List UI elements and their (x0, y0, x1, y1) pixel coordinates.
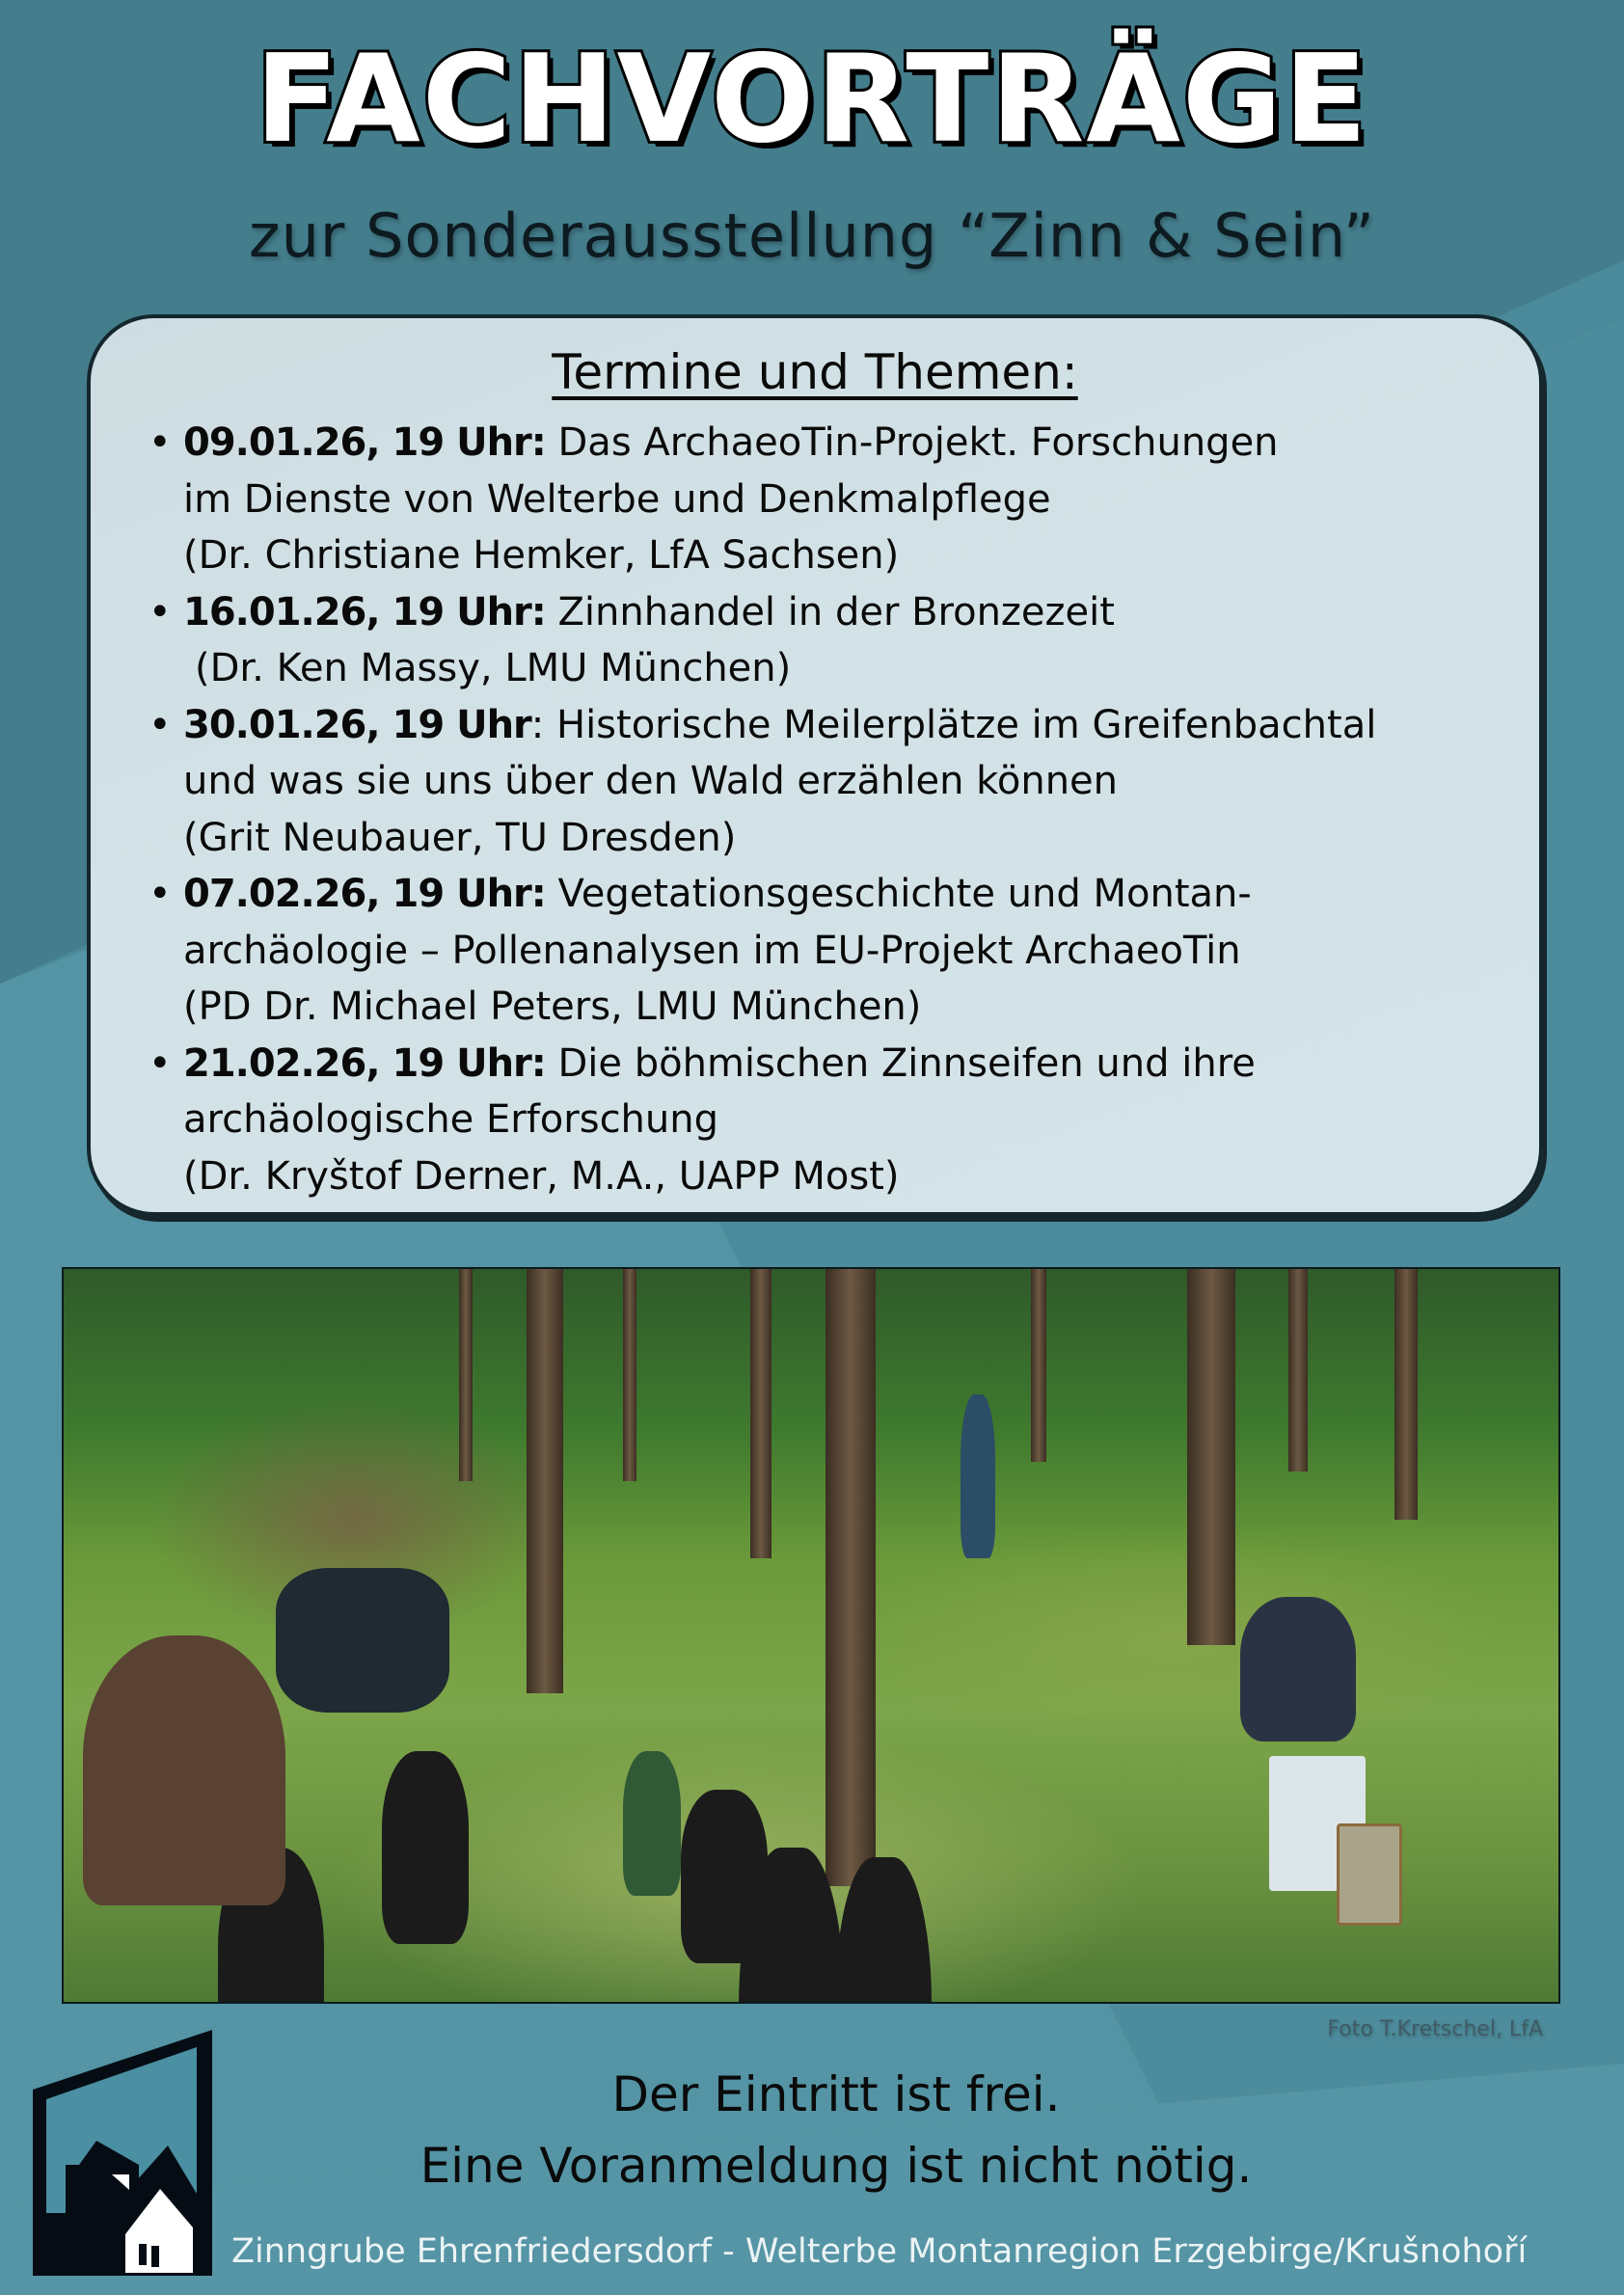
bullet-icon: • (149, 1040, 172, 1086)
event-speaker: (Dr. Ken Massy, LMU München) (195, 646, 792, 690)
event-speaker: (PD Dr. Michael Peters, LMU München) (183, 985, 922, 1029)
tree-trunk (459, 1269, 473, 1481)
event-title: Historische Meilerplätze im Greifenbachtal (555, 702, 1377, 747)
tree-trunk (1288, 1269, 1308, 1472)
bullet-icon: • (149, 872, 172, 916)
event-datetime: 21.02.26, 19 Uhr: (183, 1040, 546, 1086)
event-datetime: 09.01.26, 19 Uhr: (183, 420, 546, 465)
event-datetime: 16.01.26, 19 Uhr: (183, 589, 546, 634)
event-title: im Dienste von Welterbe und Denkmalpflege (183, 476, 1051, 522)
bullet-icon: • (149, 589, 172, 634)
event-title: archäologische Erforschung (183, 1097, 718, 1142)
event-datetime: 30.01.26, 19 Uhr (183, 702, 531, 747)
drawing-board (1337, 1823, 1402, 1926)
tree-trunk (1187, 1269, 1235, 1645)
event-title: archäologie – Pollenanalysen im EU-Projekt ArchaeoTin (183, 928, 1241, 973)
tree-trunk (826, 1269, 876, 1886)
tarp (276, 1568, 449, 1713)
event-speaker: (Dr. Kryštof Derner, M.A., UAPP Most) (183, 1153, 900, 1199)
soil-heap (83, 1635, 285, 1905)
tree-trunk (527, 1269, 563, 1693)
event-title: Vegetationsgeschichte und Montan- (557, 872, 1252, 916)
event-item (149, 584, 1501, 697)
person (382, 1751, 469, 1944)
photo-credit: Foto T.Kretschel, LfA (1327, 2017, 1543, 2041)
person (623, 1751, 681, 1896)
event-list (149, 415, 1501, 1204)
tree-trunk (623, 1269, 636, 1481)
event-speaker: (Grit Neubauer, TU Dresden) (183, 815, 737, 860)
page-title: FACHVORTRÄGE (255, 28, 1369, 170)
page-subtitle: zur Sonderausstellung “Zinn & Sein” (249, 201, 1375, 271)
admission-free-text: Der Eintritt ist frei. (611, 2066, 1061, 2122)
schedule-heading: Termine und Themen: (552, 344, 1078, 400)
event-item (149, 415, 1501, 584)
event-item: • 30.01.26, 19 Uhr: Historische Meilerplätze im Greifenbachtal und was sie uns über den Wald erzählen können (Grit Neubauer, TU Dresden) (149, 697, 1501, 867)
event-datetime: 07.02.26, 19 Uhr: (183, 872, 546, 916)
excavation-photo (62, 1267, 1560, 2004)
footer-text: Zinngrube Ehrenfriedersdorf - Welterbe Montanregion Erzgebirge/Krušnohoří (231, 2232, 1528, 2271)
event-speaker: (Dr. Christiane Hemker, LfA Sachsen) (183, 533, 900, 578)
admission-info (222, 2059, 1624, 2201)
event-title: Das ArchaeoTin-Projekt. Forschungen (557, 420, 1279, 465)
zinngrube-logo-icon (33, 2030, 216, 2276)
tree-trunk (750, 1269, 771, 1558)
event-title: Zinnhandel in der Bronzezeit (557, 589, 1115, 634)
bullet-icon: • (149, 702, 172, 747)
event-item (149, 866, 1501, 1036)
bullet-icon: • (149, 420, 172, 465)
event-title: und was sie uns über den Wald erzählen können (183, 759, 1119, 803)
tree-trunk (1031, 1269, 1046, 1462)
event-item (149, 1036, 1501, 1205)
tree-trunk (1394, 1269, 1418, 1520)
schedule-panel (87, 314, 1543, 1216)
registration-text: Eine Voranmeldung ist nicht nötig. (420, 2138, 1253, 2194)
event-title: Die böhmischen Zinnseifen und ihre (557, 1040, 1256, 1086)
person (1240, 1597, 1356, 1742)
person (961, 1394, 995, 1558)
